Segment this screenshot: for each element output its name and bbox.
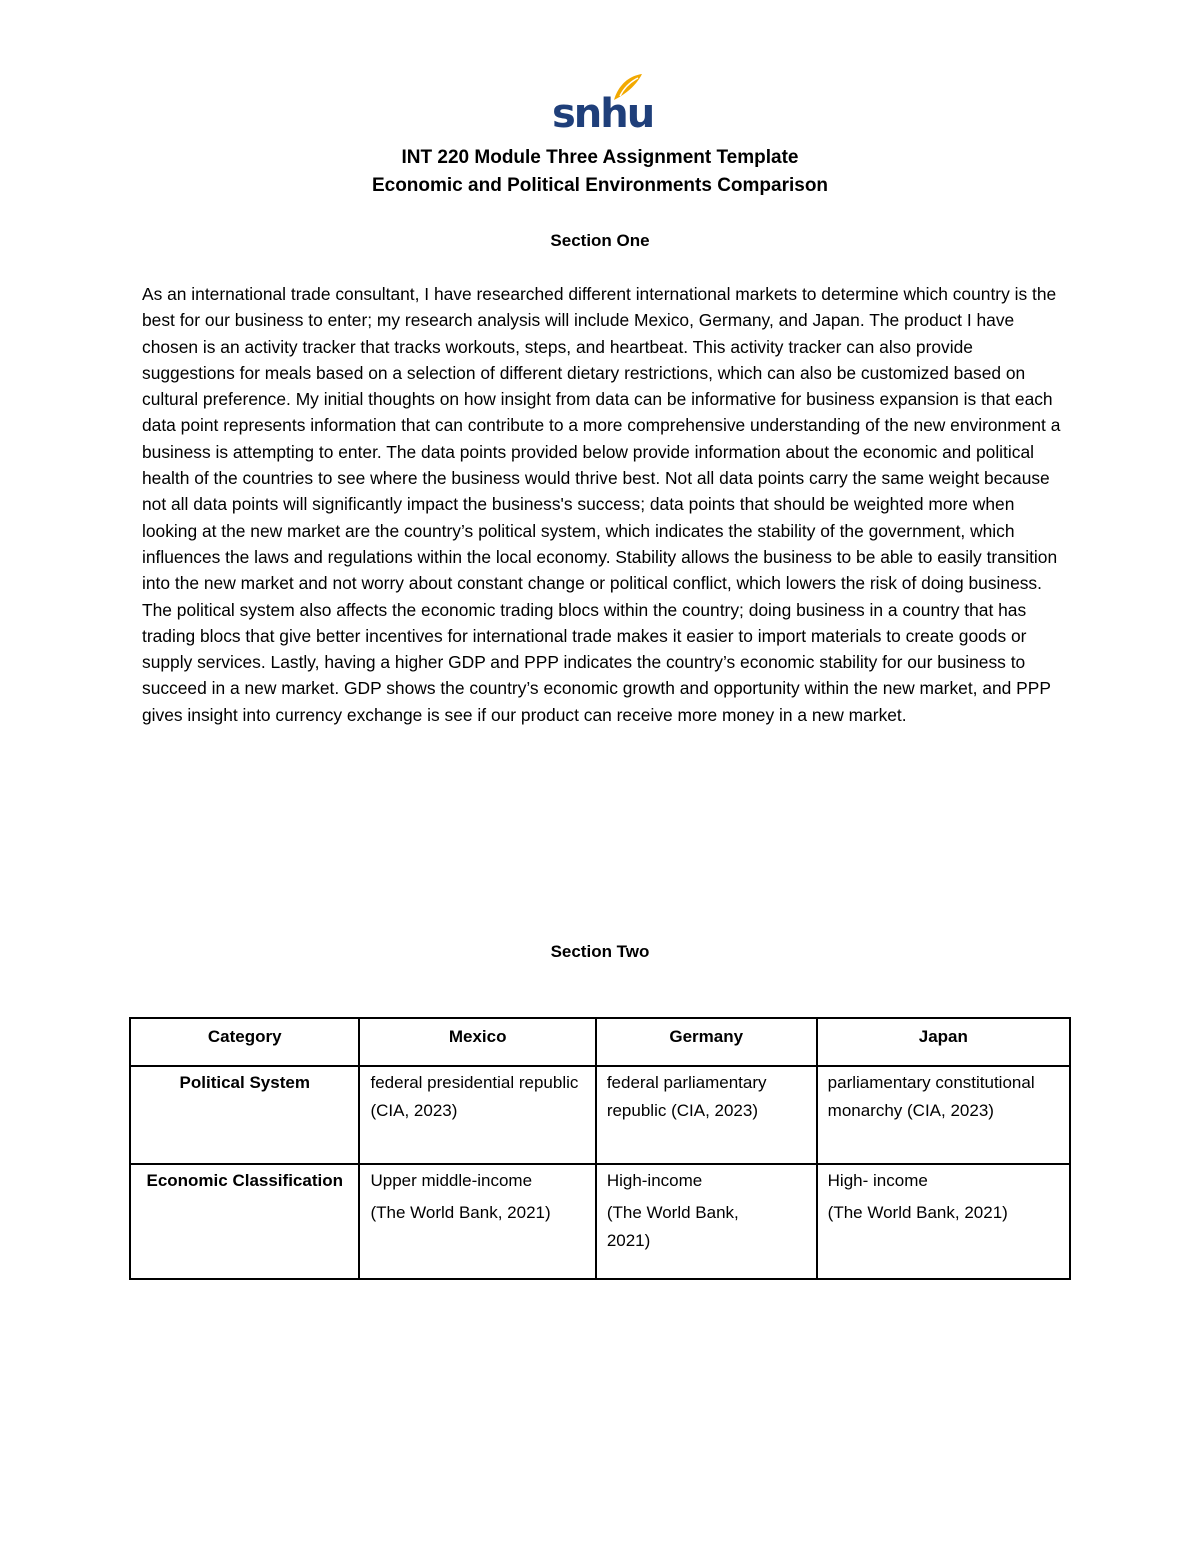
cell-source: (The World Bank, 2021) xyxy=(370,1203,551,1222)
mexico-cell xyxy=(359,1164,595,1279)
section-two-heading: Section Two xyxy=(550,942,650,961)
table-row xyxy=(130,1066,1070,1164)
category-cell: Economic Classification xyxy=(130,1164,359,1279)
header-category: Category xyxy=(130,1018,359,1066)
document-title-block xyxy=(0,144,1200,200)
cell-value: High-income xyxy=(606,1171,703,1190)
mexico-cell: federal presidential republic (CIA, 2023) xyxy=(359,1066,595,1164)
cell-value: Upper middle-income xyxy=(370,1171,533,1190)
table-header-row xyxy=(130,1018,1070,1066)
section-one-paragraph: As an international trade consultant, I have researched different international markets to determine which country is the best for our business to enter; my research analysis will include Mexico, Germany, and Japan. The product I have chosen is an activity tracker that tracks workouts, steps, and heartbeat. This activity tracker can also provide suggestions for meals based on a selection of different dietary restrictions, which can also be customized based on cultural preference. My initial thoughts on how insight from data can be informative for business expansion is that each data point represents information that can contribute to a more comprehensive understanding of the new environment a business is attempting to enter. The data points provided below provide information about the economic and political health of the countries to see where the business would thrive best. Not all data points carry the same weight because not all data points will significantly impact the business's success; data points that should be weighted more when looking at the new market are the country’s political system, which indicates the stability of the government, which influences the laws and regulations within the local economy. Stability allows the business to be able to easily transition into the new market and not worry about constant change or political conflict, which lowers the risk of doing business. The political system also affects the economic trading blocs within the country; doing business in a country that has trading blocs that give better incentives for international trade makes it easier to import materials to create goods or supply services. Lastly, having a higher GDP and PPP indicates the country’s economic stability for our business to succeed in a new market. GDP shows the country’s economic growth and opportunity within the new market, and PPP gives insight into currency exchange is see if our product can receive more money in a new market. xyxy=(142,284,1061,725)
cell-source: (The World Bank, 2021) xyxy=(827,1203,1008,1222)
comparison-table xyxy=(129,1017,1071,1280)
document-subtitle: Economic and Political Environments Comparison xyxy=(371,175,829,196)
header-mexico: Mexico xyxy=(359,1018,595,1066)
cell-source: (The World Bank, 2021) xyxy=(606,1203,739,1250)
header-japan: Japan xyxy=(817,1018,1070,1066)
category-cell: Political System xyxy=(130,1066,359,1164)
germany-cell xyxy=(596,1164,817,1279)
logo-wordmark: snhu xyxy=(552,91,654,137)
header-germany: Germany xyxy=(596,1018,817,1066)
germany-cell: federal parliamentary republic (CIA, 2023) xyxy=(596,1066,817,1164)
japan-cell: parliamentary constitutional monarchy (CIA, 2023) xyxy=(817,1066,1070,1164)
document-title: INT 220 Module Three Assignment Template xyxy=(401,147,799,168)
section-one-heading: Section One xyxy=(550,231,650,250)
japan-cell xyxy=(817,1164,1070,1279)
table-row xyxy=(130,1164,1070,1279)
snhu-logo xyxy=(552,72,654,138)
cell-value: High- income xyxy=(827,1171,928,1190)
